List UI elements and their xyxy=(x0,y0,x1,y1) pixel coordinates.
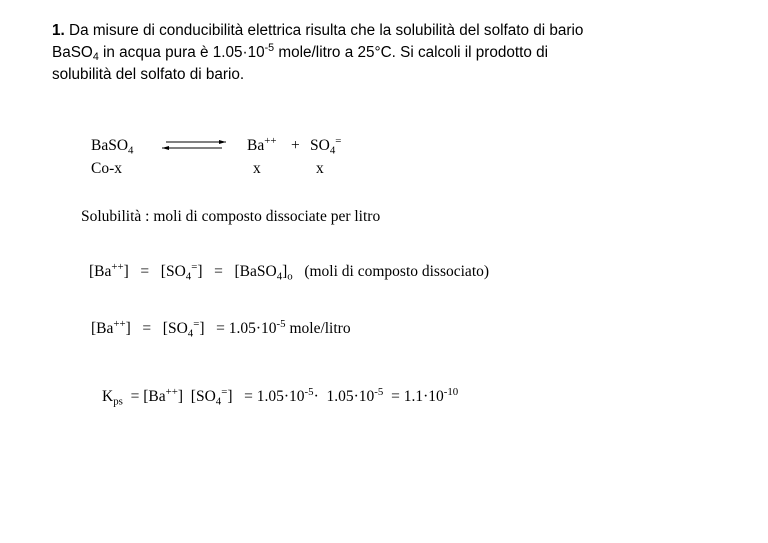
problem-line-1: 1. Da misure di conducibilità elettrica risulta che la solubilità del solfato di bario xyxy=(52,22,584,39)
product-ba: Ba++ xyxy=(247,135,277,154)
equation-3: $K_{ps} = [Ba^{++}]$ $[SO_4^=]$ = $1.05\cdot 10^{-5}\cdot 1.05\cdot 10^{-5} = 1.1\cdot 10^{-10}$ xyxy=(102,386,459,408)
solubility-definition: Solubilità : moli di composto dissociate per litro xyxy=(81,208,381,225)
reactant-concentration: Co-x xyxy=(91,160,122,177)
equation-2: [Ba++] = $[SO_4^=]$ = $1.05\cdot 10^{-5}$ mole/litro xyxy=(91,318,351,340)
problem-statement xyxy=(52,20,742,86)
equilibrium-arrow-icon xyxy=(160,139,228,151)
reactant: BaSO$_4$ xyxy=(91,137,134,157)
problem-number: 1. xyxy=(52,22,65,39)
ba-concentration: x xyxy=(253,160,261,177)
reaction-plus: + xyxy=(291,137,300,154)
equation-1: [Ba++] = $[SO_4^=]$ = $[BaSO_4]_o$ (moli di composto dissociato) xyxy=(89,261,490,283)
so4-concentration: x xyxy=(316,160,324,177)
product-so4: $SO_4^=$ xyxy=(310,135,342,157)
problem-line-3: solubilità del solfato di bario. xyxy=(52,66,245,83)
problem-line-2: BaSO$_4$ in acqua pura è $1.05\cdot 10^{-5}$ mole/litro a 25°C. Si calcoli il prodotto di xyxy=(52,42,549,64)
